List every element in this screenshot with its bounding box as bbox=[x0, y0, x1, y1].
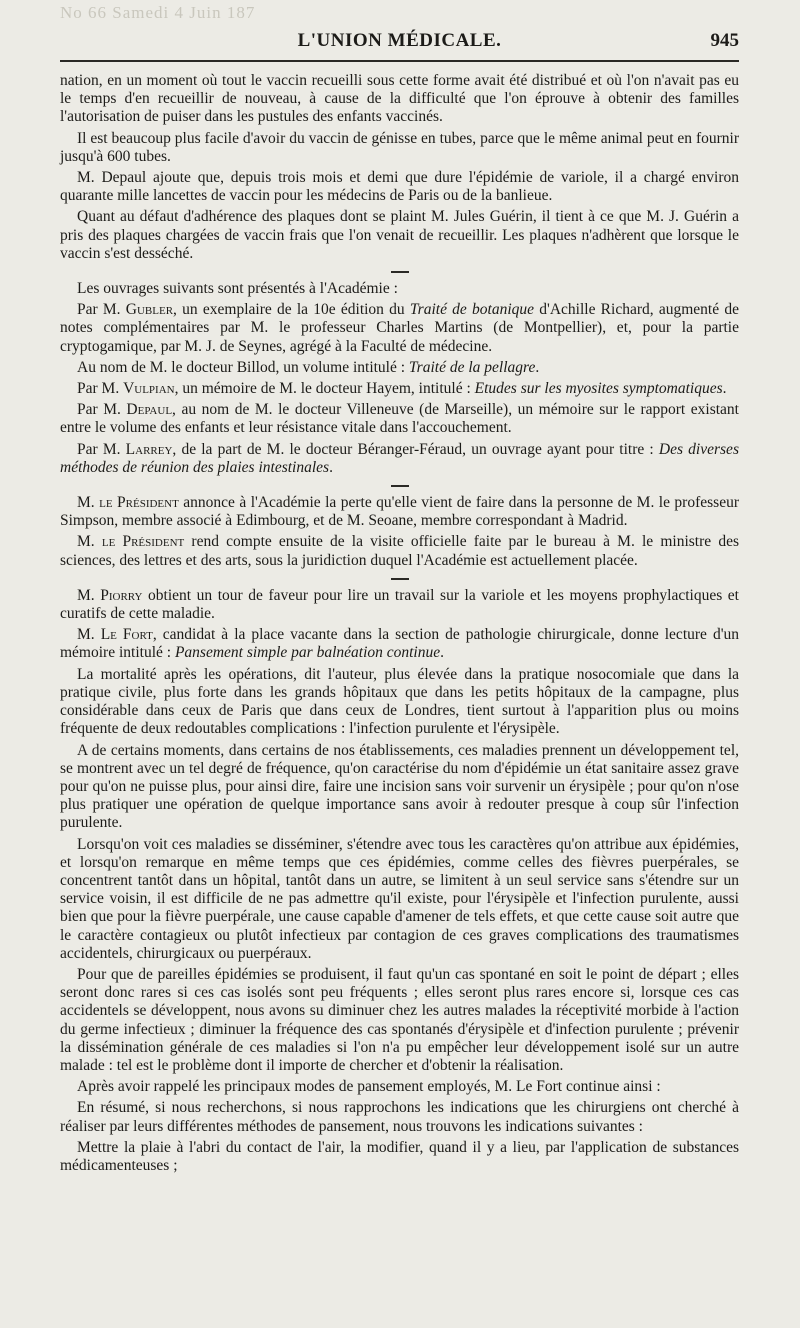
paragraph: Par M. Larrey, de la part de M. le docteur Béranger-Féraud, un ouvrage ayant pour titre : Des diverses méthodes de réunion des plaies intestinales. bbox=[60, 440, 739, 476]
section-separator bbox=[391, 578, 409, 580]
page-number: 945 bbox=[710, 30, 739, 51]
author-name: le Président bbox=[99, 494, 179, 512]
book-title: Etudes sur les myosites symptomatiques bbox=[474, 380, 723, 398]
book-title: Traité de la pellagre bbox=[408, 358, 536, 376]
book-title: Des diverses méthodes de réunion des plaies intestinales bbox=[60, 440, 739, 476]
paragraph: Par M. Vulpian, un mémoire de M. le docteur Hayem, intitulé : Etudes sur les myosites symptomatiques. bbox=[77, 380, 727, 398]
header-rule bbox=[60, 60, 739, 62]
author-name: Gubler bbox=[125, 301, 174, 319]
author-name: le Président bbox=[101, 533, 185, 551]
paragraph: M. le Président annonce à l'Académie la perte qu'elle vient de faire dans la personne de M. le professeur Simpson, membre associé à Edimbourg, et de M. Seoane, membre correspondant à Madrid. bbox=[60, 494, 739, 530]
paragraph: M. Piorry obtient un tour de faveur pour lire un travail sur la variole et les moyens prophylactiques et curatifs de cette maladie. bbox=[60, 586, 739, 623]
paragraph: A de certains moments, dans certains de nos établissements, ces maladies prennent un développement tel, se montrent avec un tel degré de fréquence, qu'on caractérise du nom d'épidémie un état sanitaire assez grave pour qu'on ne puisse plus, pour ainsi dire, faire une incision sans voir survenir un érysipèle ; pour qu'on n'ose plus pratiquer une opération de quelque importance sans avoir à redouter presque à coup sûr l'infection purulente. bbox=[60, 741, 739, 832]
memoir-title: Pansement simple par balnéation continue bbox=[174, 644, 441, 662]
paragraph: Par M. Gubler, un exemplaire de la 10e édition du Traité de botanique d'Achille Richard, augmenté de notes complémentaires par M. le professeur Charles Martins (de Montpellier), et, pour la partie cryptogamique, par M. J. de Seynes, agrégé à la Faculté de médecine. bbox=[60, 301, 739, 355]
paragraph: nation, en un moment où tout le vaccin recueilli sous cette forme avait été distribué et où l'on n'avait pas eu le temps d'en recueillir de nouveau, à cause de la difficulté que l'on éprouve à obtenir des familles l'autorisation de puiser dans les pustules des enfants vaccinés. bbox=[60, 72, 739, 126]
paragraph: Par M. Depaul, au nom de M. le docteur Villeneuve (de Marseille), un mémoire sur le rapport existant entre le volume des enfants et leur résistance vitale dans l'accouchement. bbox=[60, 401, 739, 437]
running-head bbox=[60, 30, 739, 56]
paragraph: Quant au défaut d'adhérence des plaques dont se plaint M. Jules Guérin, il tient à ce que M. J. Guérin a pris des plaques chargées de vaccin frais que l'on venait de recueillir. Les plaques n'adhèrent que lorsque le vaccin s'est desséché. bbox=[60, 208, 739, 262]
article-body bbox=[60, 72, 739, 1178]
paragraph: Pour que de pareilles épidémies se produisent, il faut qu'un cas spontané en soit le point de départ ; elles seront donc rares si ces cas isolés sont peu fréquents ; elles seront plus rares encore si, lorsque ces cas accidentels se développent, nous avons su diminuer chez les autres malades la réceptivité morbide à l'action du germe infectieux ; diminuer la fréquence des cas spontanés d'érysipèle et d'infection purulente ; prévenir la dissémination générale de ces maladies si l'on n'a pu empêcher leur développement isolé sur un autre malade : tel est le problème dont il importe de chercher et d'obtenir la réalisation. bbox=[60, 965, 739, 1074]
paragraph: Les ouvrages suivants sont présentés à l'Académie : bbox=[77, 280, 398, 298]
paragraph: En résumé, si nous recherchons, si nous rapprochons les indications que les chirurgiens ont cherché à réaliser par leurs différentes méthodes de pansement, nous trouvons les indications suivantes : bbox=[60, 1099, 739, 1135]
paragraph: La mortalité après les opérations, dit l'auteur, plus élevée dans la pratique nosocomiale que dans la pratique civile, plus forte dans les grands hôpitaux que dans les petits hôpitaux de la campagne, plus considérable dans ceux de Paris que dans ceux de Londres, tient surtout à l'apparition plus ou moins fréquente de deux redoutables complications : l'infection purulente et l'érysipèle. bbox=[60, 665, 739, 738]
paragraph: Lorsqu'on voit ces maladies se disséminer, s'étendre avec tous les caractères qu'on attribue aux épidémies, et lorsqu'on remarque en même temps que ces épidémies, comme celles des fièvres puerpérales, se concentrent tantôt dans un hôpital, tantôt dans un autre, se limitent à un seul service sans s'étendre sur un service voisin, il est difficile de ne pas admettre qu'il existe, pour l'érysipèle et l'infection purulente, aussi bien que pour la fièvre puerpérale, une cause capable d'amener de tels effets, et que cette cause soit autre que le caractère contagieux ou plutôt infectieux par contagion de ces graves complications des traumatismes accidentels, chirurgicaux ou puerpéraux. bbox=[60, 835, 739, 962]
section-separator bbox=[391, 485, 409, 487]
paragraph: Mettre la plaie à l'abri du contact de l'air, la modifier, quand il y a lieu, par l'application de substances médicamenteuses ; bbox=[60, 1138, 739, 1174]
section-separator bbox=[391, 271, 409, 273]
bleed-through-header: No 66 Samedi 4 Juin 187 bbox=[60, 3, 256, 22]
paragraph: Au nom de M. le docteur Billod, un volume intitulé : Traité de la pellagre. bbox=[77, 358, 540, 376]
author-name: Larrey bbox=[125, 440, 173, 458]
author-name: Vulpian bbox=[123, 380, 175, 398]
author-name: Le Fort bbox=[100, 626, 153, 644]
paragraph: M. Depaul ajoute que, depuis trois mois et demi que dure l'épidémie de variole, il a chargé environ quarante mille lancettes de vaccin pour les médecins de Paris ou de la banlieue. bbox=[60, 169, 739, 205]
paragraph: Il est beaucoup plus facile d'avoir du vaccin de génisse en tubes, parce que le même animal peut en fournir jusqu'à 600 tubes. bbox=[60, 129, 739, 165]
journal-title: L'UNION MÉDICALE. bbox=[297, 30, 502, 51]
author-name: Depaul bbox=[126, 401, 173, 419]
paragraph: M. le Président rend compte ensuite de la visite officielle faite par le bureau à M. le ministre des sciences, des lettres et des arts, sous la juridiction duquel l'Académie est actuellement placée. bbox=[60, 533, 739, 569]
author-name: Piorry bbox=[100, 586, 143, 604]
paragraph: M. Le Fort, candidat à la place vacante dans la section de pathologie chirurgicale, donne lecture d'un mémoire intitulé : Pansement simple par balnéation continue. bbox=[60, 626, 739, 662]
paragraph: Après avoir rappelé les principaux modes de pansement employés, M. Le Fort continue ainsi : bbox=[77, 1078, 661, 1096]
book-title: Traité de botanique bbox=[409, 301, 535, 319]
